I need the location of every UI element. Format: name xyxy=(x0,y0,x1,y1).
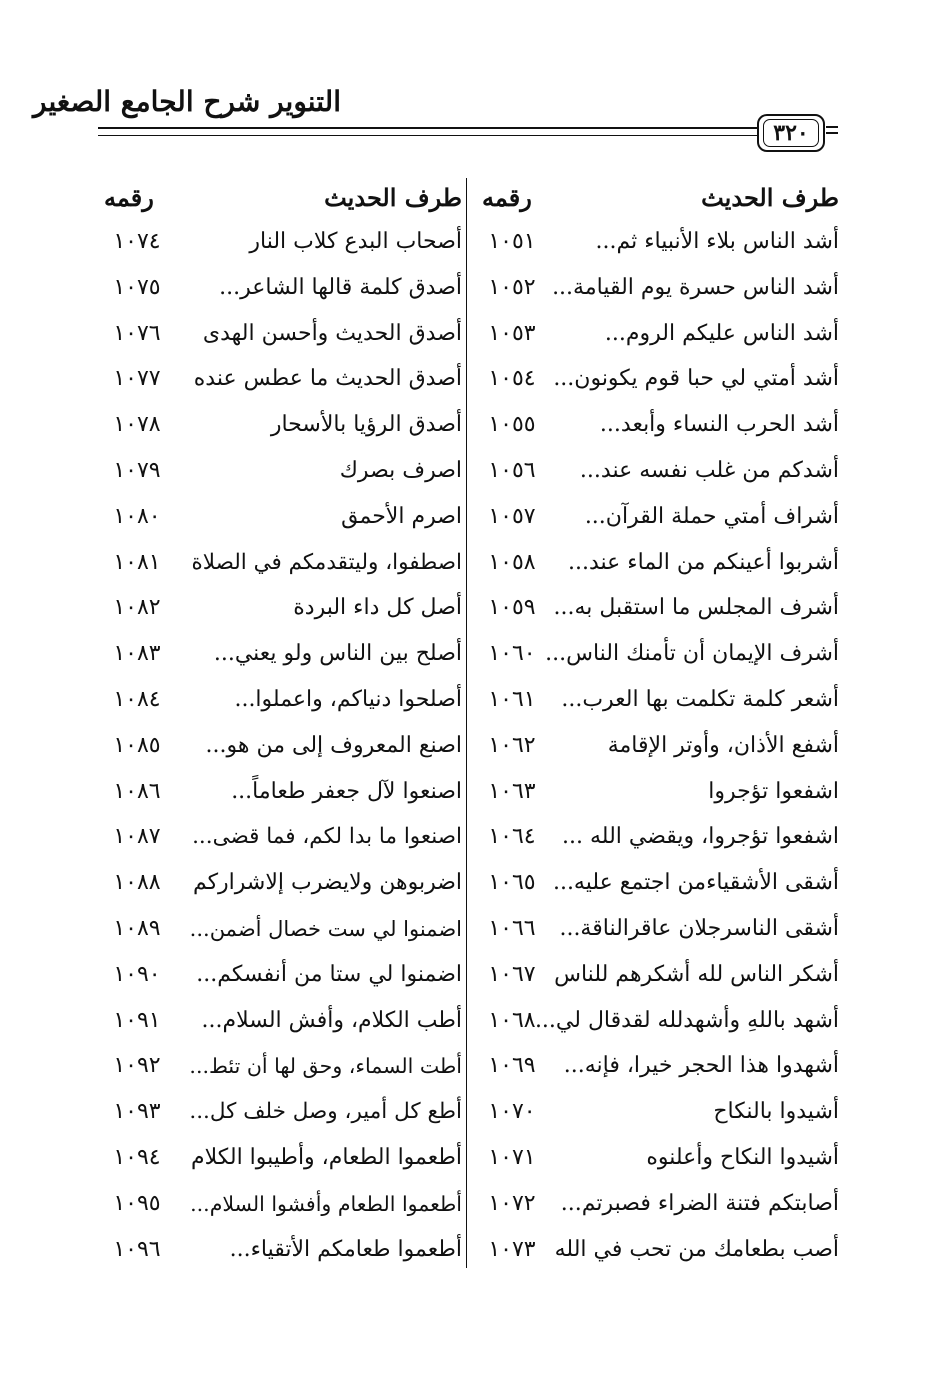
left-entry-text: أطعموا الطعام وأفشوا السلام... xyxy=(190,1191,462,1216)
index-row xyxy=(0,405,946,451)
right-entry-text: أشد الناس حسرة يوم القيامة... xyxy=(552,274,839,300)
right-entry-number: ١٠٥١ xyxy=(488,229,536,254)
right-entry-number: ١٠٥٢ xyxy=(488,274,536,300)
left-entry-number: ١٠٨٣ xyxy=(113,641,161,667)
left-entry-number: ١٠٨٨ xyxy=(113,870,161,896)
left-entry-number: ١٠٧٩ xyxy=(113,457,161,483)
right-entry-number: ١٠٥٥ xyxy=(488,412,536,438)
index-row xyxy=(0,359,946,405)
index-row xyxy=(0,222,946,268)
right-entry-number: ١٠٦٠ xyxy=(488,641,536,667)
right-entry-number: ١٠٥٩ xyxy=(488,595,536,621)
header-rule-thick xyxy=(98,127,758,129)
right-entry-text: أشفع الأذان، وأوتر الإقامة xyxy=(607,732,839,758)
left-entry-text: اصطفوا، وليتقدمكم في الصلاة xyxy=(191,549,462,575)
index-row xyxy=(0,634,946,680)
book-title: التنوير شرح الجامع الصغير xyxy=(33,85,341,118)
left-entry-number: ١٠٧٦ xyxy=(113,320,161,346)
left-entry-text: أصلحوا دنياكم، واعملوا... xyxy=(234,686,462,712)
index-row xyxy=(0,588,946,634)
right-entry-text: أشربوا أعينكم من الماء عند... xyxy=(568,549,839,575)
left-entry-text: اصرم الأحمق xyxy=(341,503,462,529)
left-entry-number: ١٠٩٥ xyxy=(113,1190,161,1216)
left-entry-number: ١٠٨٤ xyxy=(113,686,161,712)
right-entry-text: أشد الحرب النساء وأبعد... xyxy=(599,412,839,438)
index-rows xyxy=(0,222,946,1275)
left-entry-text: أطت السماء، وحق لها أن تئط... xyxy=(189,1054,462,1079)
index-row xyxy=(0,543,946,589)
index-row xyxy=(0,1138,946,1184)
left-entry-number: ١٠٧٥ xyxy=(113,274,161,300)
index-row xyxy=(0,817,946,863)
left-entry-text: أصدق الحديث وأحسن الهدى xyxy=(202,320,462,346)
right-entry-number: ١٠٦٨ xyxy=(488,1007,536,1033)
right-entry-number: ١٠٥٤ xyxy=(488,366,536,392)
right-entry-number: ١٠٥٧ xyxy=(488,503,536,529)
right-entry-number: ١٠٦١ xyxy=(488,686,536,712)
right-entry-text: أشد الناس عليكم الروم... xyxy=(604,320,839,346)
right-entry-text: أشرف المجلس ما استقبل به... xyxy=(553,595,839,621)
index-row xyxy=(0,909,946,955)
left-entry-text: اصرف بصرك xyxy=(339,457,462,483)
left-entry-text: اصنعوا ما بدا لكم، فما قضى... xyxy=(192,824,462,850)
index-row xyxy=(0,1001,946,1047)
left-entry-number: ١٠٨٠ xyxy=(113,503,161,529)
index-row xyxy=(0,451,946,497)
right-entry-number: ١٠٦٢ xyxy=(488,732,536,758)
left-entry-text: أصحاب البدع كلاب النار xyxy=(249,229,462,254)
page-number-box xyxy=(757,114,825,152)
right-entry-text: أشد أمتي لي حبا قوم يكونون... xyxy=(553,366,839,392)
left-entry-text: اضمنوا لي ستا من أنفسكم... xyxy=(196,961,462,987)
right-column-number-header: رقمه xyxy=(482,183,532,212)
right-entry-number: ١٠٦٥ xyxy=(488,870,536,896)
right-entry-number: ١٠٦٦ xyxy=(488,915,536,941)
header-end-mark xyxy=(826,126,838,134)
left-entry-text: اضمنوا لي ست خصال أضمن... xyxy=(189,916,462,941)
index-row xyxy=(0,726,946,772)
right-entry-text: أشقى الناسرجلان عاقرالناقة... xyxy=(559,915,839,941)
index-row xyxy=(0,1092,946,1138)
page-number: ٣٢٠ xyxy=(773,120,809,146)
left-entry-text: اضربوهن ولايضرب إلاشراركم xyxy=(192,870,462,896)
left-entry-number: ١٠٩٠ xyxy=(113,961,161,987)
left-entry-text: أصدق الرؤيا بالأسحار xyxy=(270,412,462,438)
left-entry-number: ١٠٧٤ xyxy=(113,229,161,254)
right-column-text-header: طرف الحديث xyxy=(701,183,839,212)
left-entry-number: ١٠٩٣ xyxy=(113,1099,161,1125)
header-rule-thin xyxy=(98,135,758,136)
right-entry-text: أشهد باللهِ وأشهدلله لقدقال لي... xyxy=(534,1007,839,1033)
index-row xyxy=(0,772,946,818)
left-entry-number: ١٠٩٦ xyxy=(113,1236,161,1262)
right-entry-number: ١٠٧٠ xyxy=(488,1099,536,1125)
index-row xyxy=(0,268,946,314)
right-entry-number: ١٠٥٣ xyxy=(488,320,536,346)
left-entry-text: أصلح بين الناس ولو يعني... xyxy=(213,641,462,667)
left-entry-number: ١٠٨١ xyxy=(113,549,161,575)
right-entry-text: أشيدوا النكاح وأعلنوه xyxy=(646,1144,839,1170)
right-entry-text: أشكر الناس لله أشكرهم للناس xyxy=(554,961,839,987)
right-entry-text: أشقى الأشقياءمن اجتمع عليه... xyxy=(552,870,839,896)
left-column-number-header: رقمه xyxy=(104,183,154,212)
right-entry-number: ١٠٦٧ xyxy=(488,961,536,987)
right-entry-text: أشيدوا بالنكاح xyxy=(713,1099,839,1125)
index-row xyxy=(0,1230,946,1276)
right-entry-text: أشراف أمتي حملة القرآن... xyxy=(584,503,839,529)
right-entry-number: ١٠٦٤ xyxy=(488,824,536,850)
right-entry-text: اشفعوا تؤجروا xyxy=(708,778,839,804)
left-entry-number: ١٠٨٥ xyxy=(113,732,161,758)
index-row xyxy=(0,1046,946,1092)
left-entry-number: ١٠٨٩ xyxy=(113,915,161,941)
left-entry-text: أصل كل داء البردة xyxy=(293,595,462,621)
right-entry-number: ١٠٧٢ xyxy=(488,1190,536,1216)
index-row xyxy=(0,680,946,726)
left-entry-number: ١٠٩١ xyxy=(113,1007,161,1033)
index-row xyxy=(0,863,946,909)
index-row xyxy=(0,497,946,543)
left-entry-text: أطب الكلام، وأفش السلام... xyxy=(201,1007,462,1033)
right-entry-text: أشهدوا هذا الحجر خيرا، فإنه... xyxy=(563,1053,839,1079)
index-row xyxy=(0,314,946,360)
right-entry-number: ١٠٧٣ xyxy=(488,1236,536,1262)
left-entry-text: أطعموا الطعام، وأطيبوا الكلام xyxy=(190,1144,462,1170)
index-row xyxy=(0,955,946,1001)
right-entry-text: اشفعوا تؤجروا، ويقضي الله ... xyxy=(562,824,839,850)
right-entry-number: ١٠٦٣ xyxy=(488,778,536,804)
left-entry-number: ١٠٨٦ xyxy=(113,778,161,804)
left-entry-text: أصدق كلمة قالها الشاعر... xyxy=(219,274,462,300)
left-entry-number: ١٠٨٧ xyxy=(113,824,161,850)
right-entry-number: ١٠٥٨ xyxy=(488,549,536,575)
left-entry-number: ١٠٨٢ xyxy=(113,595,161,621)
left-entry-number: ١٠٩٢ xyxy=(113,1053,161,1079)
left-entry-number: ١٠٧٨ xyxy=(113,412,161,438)
left-entry-text: اصنعوا لآل جعفر طعاماً... xyxy=(231,778,462,804)
left-entry-text: أصدق الحديث ما عطس عنده xyxy=(193,366,462,392)
right-entry-text: أشد الناس بلاء الأنبياء ثم... xyxy=(595,229,839,254)
left-entry-text: اصنع المعروف إلى من هو... xyxy=(205,732,462,758)
right-entry-number: ١٠٦٩ xyxy=(488,1053,536,1079)
left-entry-number: ١٠٩٤ xyxy=(113,1144,161,1170)
right-entry-number: ١٠٥٦ xyxy=(488,457,536,483)
right-entry-text: أشرف الإيمان أن تأمنك الناس... xyxy=(545,641,839,667)
right-entry-number: ١٠٧١ xyxy=(488,1144,536,1170)
left-entry-text: أطعموا طعامكم الأتقياء... xyxy=(229,1236,462,1262)
right-entry-text: أصب بطعامك من تحب في الله xyxy=(554,1236,839,1262)
left-entry-number: ١٠٧٧ xyxy=(113,366,161,392)
left-entry-text: أطع كل أمير، وصل خلف كل... xyxy=(189,1099,462,1125)
left-column-text-header: طرف الحديث xyxy=(324,183,462,212)
right-entry-text: أشدكم من غلب نفسه عند... xyxy=(579,457,839,483)
right-entry-text: أشعر كلمة تكلمت بها العرب... xyxy=(561,686,839,712)
index-row xyxy=(0,1184,946,1230)
right-entry-text: أصابتكم فتنة الضراء فصبرتم... xyxy=(560,1190,839,1216)
